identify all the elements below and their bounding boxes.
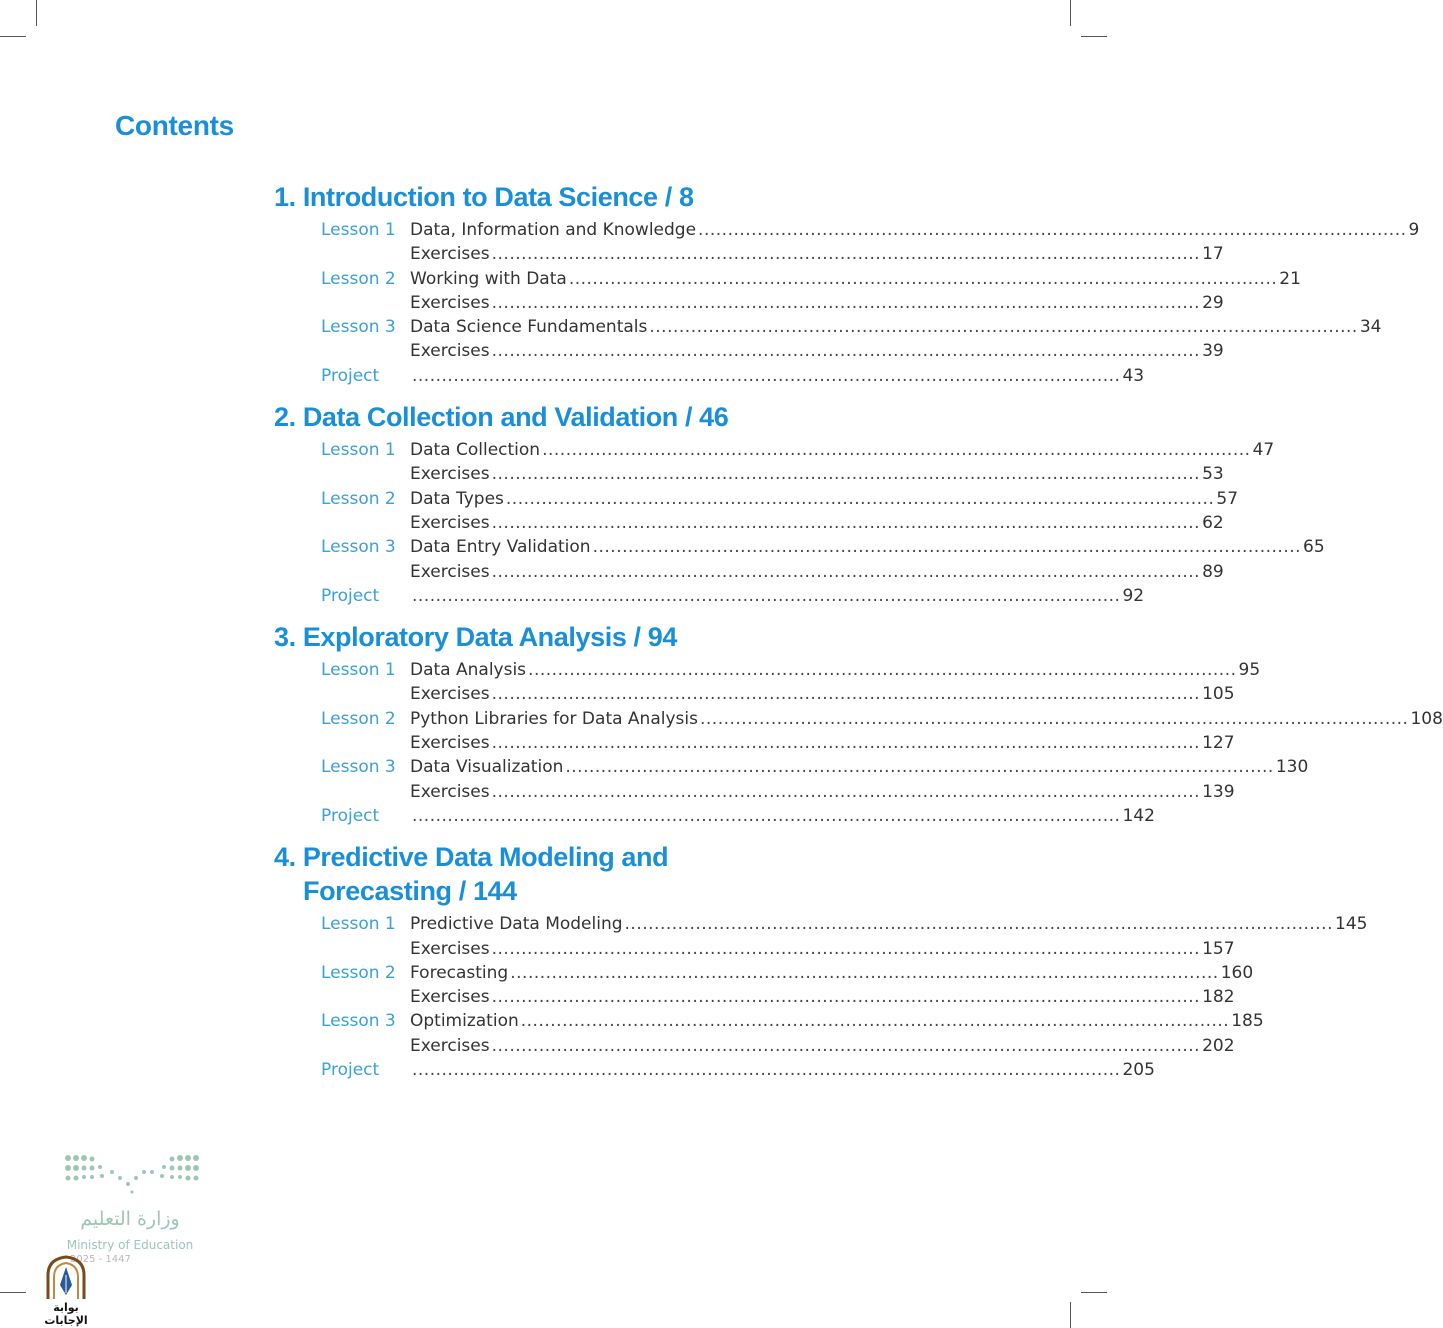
toc-entry-label: Project [321,805,380,826]
toc-entry-label: Lesson 3 [321,1011,396,1032]
dot-leader: ........................................................................................................................ [412,1060,1121,1081]
toc-entry[interactable] [274,511,1224,535]
toc-entry[interactable] [274,315,1382,339]
dot-leader: ........................................................................................................................ [491,292,1201,313]
toc-page-number: 139 [1202,781,1235,802]
toc-page-number: 39 [1202,341,1224,362]
chapter-section [274,400,1325,608]
toc-page-number: 62 [1202,512,1224,533]
toc-entry[interactable] [274,535,1325,559]
toc-page-number: 34 [1359,317,1382,338]
toc-entry[interactable] [274,438,1275,462]
toc-page-number: 57 [1216,488,1239,509]
toc-page-number: 89 [1202,561,1224,582]
chapter-title-line: 1. Introduction to Data Science / 8 [274,182,694,212]
toc-entry[interactable] [274,560,1224,584]
toc-entry[interactable] [274,961,1254,985]
chapter-title [274,180,794,214]
dot-leader: ........................................................................................................................ [542,440,1251,461]
dot-leader: ........................................................................................................................ [491,781,1201,802]
toc-page-number: 105 [1202,684,1235,705]
toc-entry[interactable] [274,658,1261,682]
toc-page-number: 160 [1220,962,1254,983]
crop-mark [1081,1292,1107,1293]
toc-entry[interactable] [274,267,1301,291]
toc-entry-title: Exercises [410,512,490,533]
dot-leader: ........................................................................................................................ [491,561,1201,582]
toc-entry-label: Project [321,1060,380,1081]
ministry-arabic-name: وزارة التعليم [80,1208,180,1230]
ministry-logo [62,1150,202,1270]
dot-leader: ........................................................................................................................ [510,962,1219,983]
toc-page-number: 43 [1122,365,1145,386]
crop-mark [0,36,26,37]
ministry-dots-icon [62,1150,202,1200]
crop-mark [1081,36,1107,37]
chapter-section [274,840,1368,1082]
toc-entry-label: Lesson 1 [321,220,396,240]
dot-leader: ........................................................................................................................ [491,684,1201,705]
dot-leader: ........................................................................................................................ [491,244,1201,265]
ministry-year: 2025 - 1447 [70,1254,131,1265]
toc-entry-label: Lesson 1 [321,660,396,681]
page-title: Contents [115,110,234,141]
toc-page-number: 53 [1202,464,1224,485]
toc-entry-title: Python Libraries for Data Analysis [410,708,698,729]
toc-page-number: 29 [1202,292,1224,313]
toc-entry[interactable] [274,780,1235,804]
crop-mark [0,1292,26,1293]
toc-entry[interactable] [274,218,1420,242]
toc-page-number: 142 [1122,805,1155,826]
toc-entry[interactable] [274,339,1224,363]
dot-leader: ........................................................................................................................ [412,365,1121,386]
dot-leader: ........................................................................................................................ [568,268,1278,289]
toc-entry-label: Lesson 2 [321,268,396,289]
site-badge-caption: بوابة الإجابات [44,1301,88,1327]
toc-entry-title: Exercises [410,292,490,313]
chapter-title [274,620,794,654]
chapter-section [274,620,1443,828]
dot-leader: ........................................................................................................................ [592,537,1302,558]
toc-entry-title: Exercises [410,1035,490,1056]
toc-entry-label: Project [321,365,380,386]
toc-entry-label: Lesson 2 [321,962,396,983]
toc-page-number: 127 [1202,733,1235,754]
table-of-contents [274,180,1443,1094]
toc-entry[interactable] [274,291,1224,315]
toc-entry[interactable] [274,584,1145,608]
toc-entry[interactable] [274,1034,1235,1058]
dot-leader: ........................................................................................................................ [491,341,1201,362]
toc-page-number: 17 [1202,244,1224,265]
toc-entry-title: Data Collection [410,440,541,461]
toc-entry[interactable] [274,937,1235,961]
toc-page-number: 185 [1231,1011,1264,1032]
site-badge [30,1255,102,1327]
toc-entry-label: Lesson 1 [321,914,396,935]
arch-pen-icon [30,1255,102,1301]
toc-entry-title: Predictive Data Modeling [410,914,623,935]
toc-entry-title: Data Analysis [410,660,527,681]
toc-entry-label: Lesson 1 [321,440,396,461]
toc-entry-title: Exercises [410,684,490,705]
toc-entry-title: Data Science Fundamentals [410,317,648,338]
toc-page-number: 205 [1122,1060,1155,1081]
dot-leader: ........................................................................................................................ [649,317,1358,338]
dot-leader: ........................................................................................................................ [491,938,1201,959]
toc-entry[interactable] [274,487,1239,511]
toc-entry-title: Data Types [410,488,504,509]
dot-leader: ........................................................................................................................ [491,1035,1201,1056]
toc-entry-title: Data Visualization [410,757,564,778]
toc-entry-title: Exercises [410,244,490,265]
dot-leader: ........................................................................................................................ [698,220,1407,240]
toc-entry-title: Exercises [410,341,490,362]
crop-mark [1070,0,1071,26]
toc-entry[interactable] [274,731,1235,755]
toc-entry-title: Exercises [410,781,490,802]
dot-leader: ........................................................................................................................ [491,733,1201,754]
toc-entry[interactable] [274,804,1155,828]
toc-page-number: 65 [1303,537,1325,558]
toc-entry-label: Lesson 2 [321,488,396,509]
toc-page-number: 182 [1202,987,1235,1008]
toc-entry-title: Optimization [410,1011,519,1032]
dot-leader: ........................................................................................................................ [624,914,1333,935]
toc-entry[interactable] [274,912,1368,936]
ministry-english-name: Ministry of Education [66,1238,194,1252]
chapter-title [274,400,794,434]
toc-page-number: 130 [1275,757,1309,778]
toc-entry-title: Exercises [410,464,490,485]
toc-entry-label: Lesson 3 [321,317,396,338]
dot-leader: ........................................................................................................................ [491,987,1201,1008]
dot-leader: ........................................................................................................................ [528,660,1237,681]
toc-page-number: 202 [1202,1035,1235,1056]
chapter-title-line: 4. Predictive Data Modeling and [274,842,669,873]
toc-entry-title: Exercises [410,561,490,582]
toc-page-number: 157 [1202,938,1235,959]
dot-leader: ........................................................................................................................ [505,488,1215,509]
toc-page-number: 108 [1410,708,1443,729]
chapter-section [274,180,1420,388]
toc-entry-label: Lesson 3 [321,537,396,558]
toc-entry[interactable] [274,364,1145,388]
toc-entry[interactable] [274,462,1224,486]
toc-page-number: 9 [1408,220,1420,240]
dot-leader: ........................................................................................................................ [699,708,1409,729]
crop-mark [36,0,37,26]
toc-entry-title: Exercises [410,938,490,959]
toc-entry[interactable] [274,682,1235,706]
toc-page-number: 92 [1122,585,1145,606]
dot-leader: ........................................................................................................................ [565,757,1274,778]
toc-entry-title: Working with Data [410,268,567,289]
toc-entry-title: Exercises [410,987,490,1008]
chapter-title-line: Forecasting / 144 [303,876,517,907]
toc-entry-label: Project [321,585,380,606]
chapter-title-line: 2. Data Collection and Validation / 46 [274,402,729,433]
chapter-title [274,840,794,908]
dot-leader: ........................................................................................................................ [412,805,1121,826]
chapter-title-line: 3. Exploratory Data Analysis / 94 [274,622,677,653]
dot-leader: ........................................................................................................................ [491,464,1201,485]
toc-entry-label: Lesson 2 [321,708,396,729]
toc-page-number: 95 [1238,660,1261,681]
toc-entry-title: Data Entry Validation [410,537,591,558]
toc-entry[interactable] [274,1058,1155,1082]
toc-page-number: 145 [1335,914,1368,935]
toc-entry-title: Exercises [410,733,490,754]
toc-entry-title: Forecasting [410,962,509,983]
dot-leader: ........................................................................................................................ [520,1011,1230,1032]
toc-entry[interactable] [274,755,1309,779]
toc-entry[interactable] [274,242,1224,266]
dot-leader: ........................................................................................................................ [491,512,1201,533]
toc-entry[interactable] [274,985,1235,1009]
toc-entry-title: Data, Information and Knowledge [410,220,697,240]
toc-entry[interactable] [274,707,1443,731]
toc-page-number: 21 [1279,268,1301,289]
toc-entry[interactable] [274,1009,1264,1033]
crop-mark [1070,1302,1071,1328]
toc-entry-label: Lesson 3 [321,757,396,778]
dot-leader: ........................................................................................................................ [412,585,1121,606]
toc-page-number: 47 [1252,440,1275,461]
